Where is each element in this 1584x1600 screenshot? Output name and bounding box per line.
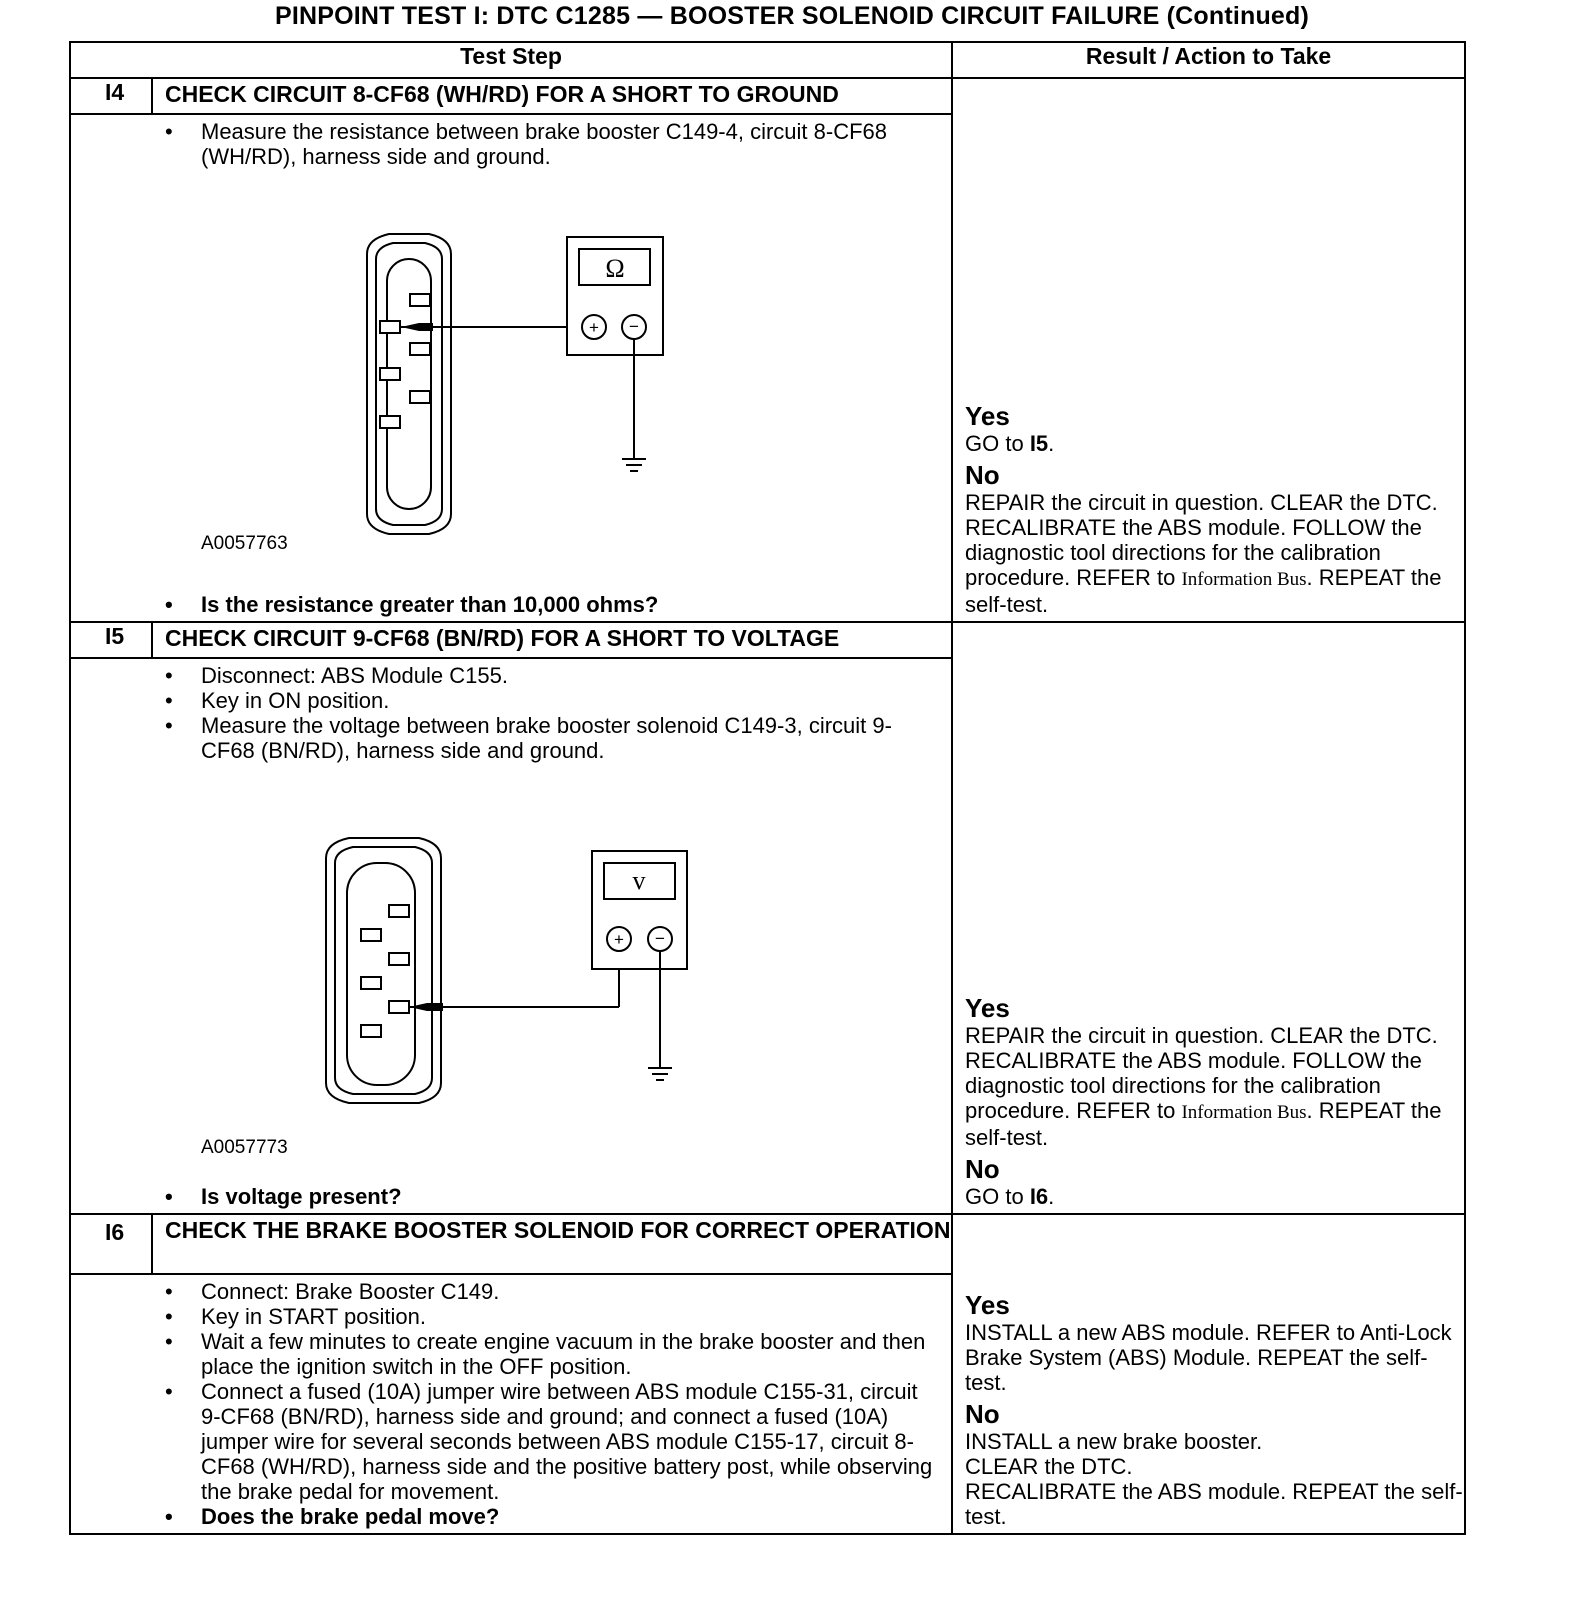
step-i4-body: [70, 114, 952, 622]
result-yes-label: Yes: [965, 1290, 1010, 1320]
connector-pin: [380, 416, 400, 428]
connector-pin: [410, 391, 430, 403]
ohm-symbol: Ω: [605, 254, 625, 283]
connector-pin: [361, 929, 381, 941]
result-no-text: GO to I6.: [965, 1184, 1055, 1209]
step-bullet: • Key in START position.: [71, 1304, 941, 1329]
minus-sign: −: [655, 929, 665, 948]
step-title: CHECK CIRCUIT 8-CF68 (WH/RD) FOR A SHORT TO GROUND: [152, 78, 952, 114]
ohmmeter-diagram: [71, 169, 941, 564]
step-i6-title-row: [70, 1214, 1465, 1274]
step-question: • Is the resistance greater than 10,000 ohms?: [71, 592, 951, 617]
table-header-row: [70, 42, 1465, 78]
voltmeter-diagram: [71, 763, 941, 1158]
plus-sign: +: [589, 318, 599, 337]
pinpoint-test-table: [69, 41, 1466, 1535]
step-question: • Does the brake pedal move?: [71, 1504, 941, 1529]
step-i6-body: [70, 1274, 952, 1534]
result-no-text: REPAIR the circuit in question. CLEAR the DTC. RECALIBRATE the ABS module. FOLLOW the diagnostic tool directions for the calibration procedure. REFER to Information Bus. REPEAT the self-test.: [965, 490, 1442, 617]
step-bullet: • Wait a few minutes to create engine vacuum in the brake booster and then place the ignition switch in the OFF position.: [71, 1329, 941, 1379]
connector-pin: [389, 1001, 409, 1013]
header-test-step: Test Step: [70, 42, 952, 78]
step-number: I4: [70, 78, 152, 114]
connector-body: [347, 863, 415, 1085]
connector-ohmmeter-figure: [71, 169, 951, 564]
result-yes-label: Yes: [965, 401, 1010, 431]
header-result: Result / Action to Take: [952, 42, 1465, 78]
result-no-label: No: [965, 460, 1000, 490]
volt-symbol: v: [632, 866, 646, 895]
connector-outline-inner: [335, 847, 432, 1094]
step-bullet: • Disconnect: ABS Module C155.: [71, 663, 941, 688]
step-bullet: • Measure the voltage between brake booster solenoid C149-3, circuit 9-CF68 (BN/RD), harness side and ground.: [71, 713, 941, 763]
step-title: CHECK THE BRAKE BOOSTER SOLENOID FOR CORRECT OPERATION: [152, 1214, 952, 1274]
step-i6-result: [952, 1214, 1465, 1534]
step-number: I6: [70, 1214, 152, 1274]
result-no-text-3: RECALIBRATE the ABS module. REPEAT the self-test.: [965, 1479, 1463, 1529]
go-to-link: I5: [1029, 431, 1049, 456]
result-yes-text: INSTALL a new ABS module. REFER to Anti-Lock Brake System (ABS) Module. REPEAT the self-test.: [965, 1320, 1452, 1395]
result-yes-text: GO to I5.: [965, 431, 1055, 456]
step-i5-result: [952, 622, 1465, 1214]
result-no-text-1: INSTALL a new brake booster.: [965, 1429, 1263, 1454]
step-title: CHECK CIRCUIT 9-CF68 (BN/RD) FOR A SHORT TO VOLTAGE: [152, 622, 952, 658]
connector-pin: [410, 343, 430, 355]
connector-outline-inner: [376, 243, 442, 525]
result-no-text-2: CLEAR the DTC.: [965, 1454, 1133, 1479]
result-yes-text: REPAIR the circuit in question. CLEAR the DTC. RECALIBRATE the ABS module. FOLLOW the diagnostic tool directions for the calibration procedure. REFER to Information Bus. REPEAT the self-test.: [965, 1023, 1442, 1150]
result-yes-label: Yes: [965, 993, 1010, 1023]
result-no-label: No: [965, 1154, 1000, 1184]
connector-outline: [367, 234, 451, 534]
step-i5-title-row: [70, 622, 1465, 658]
connector-pin: [410, 294, 430, 306]
connector-pin: [380, 368, 400, 380]
connector-pin: [389, 953, 409, 965]
probe-tip: [401, 323, 433, 331]
result-no-label: No: [965, 1399, 1000, 1429]
figure-id: A0057773: [201, 1137, 288, 1158]
figure-id: A0057763: [201, 533, 288, 554]
step-i4-title-row: [70, 78, 1465, 114]
minus-sign: −: [629, 317, 639, 336]
step-number: I5: [70, 622, 152, 658]
connector-pin: [361, 977, 381, 989]
connector-pin: [389, 905, 409, 917]
go-to-link: I6: [1029, 1184, 1049, 1209]
step-bullet: • Connect a fused (10A) jumper wire between ABS module C155-31, circuit 9-CF68 (BN/RD), harness side and ground; and connect a fused (10A) jumper wire for several seconds between ABS module C155-17, circuit 8-CF68 (WH/RD), harness side and the positive battery post, while observing the brake pedal for movement.: [71, 1379, 941, 1504]
connector-voltmeter-figure: [71, 763, 951, 1158]
step-i5-body: [70, 658, 952, 1214]
connector-outline: [326, 838, 441, 1103]
information-bus-ref: Information Bus: [1181, 1102, 1307, 1123]
step-bullet: • Connect: Brake Booster C149.: [71, 1279, 941, 1304]
plus-sign: +: [614, 930, 624, 949]
step-i4-result: [952, 78, 1465, 622]
information-bus-ref: Information Bus: [1181, 569, 1307, 590]
connector-pin: [361, 1025, 381, 1037]
page-title: PINPOINT TEST I: DTC C1285 — BOOSTER SOLENOID CIRCUIT FAILURE (Continued): [274, 2, 1310, 30]
connector-pin: [380, 321, 400, 333]
step-bullet: • Key in ON position.: [71, 688, 941, 713]
step-bullet: • Measure the resistance between brake booster C149-4, circuit 8-CF68 (WH/RD), harness side and ground.: [71, 119, 941, 169]
step-question: • Is voltage present?: [71, 1184, 951, 1209]
